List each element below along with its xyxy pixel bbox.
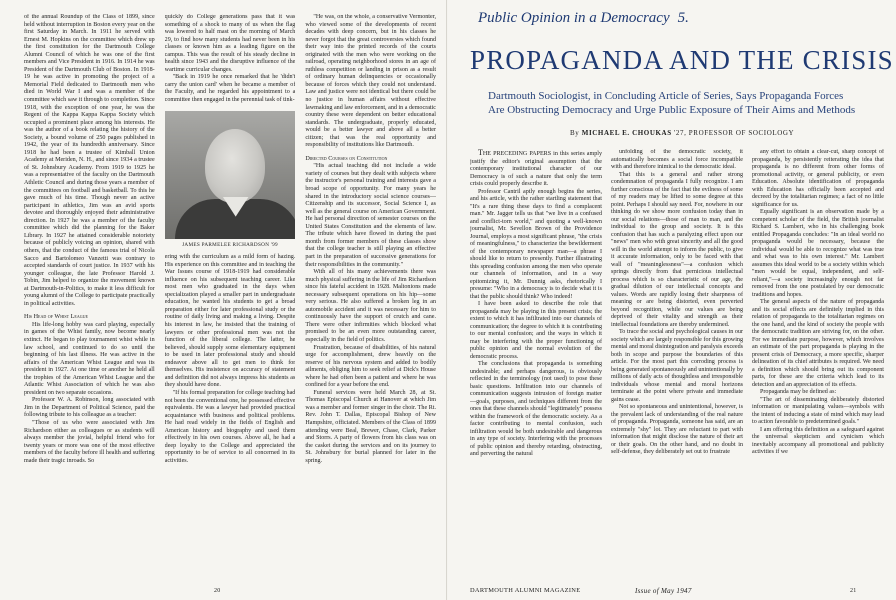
article-title: PROPAGANDA AND THE CRISIS [470,45,894,75]
byline [570,129,884,137]
paragraph: Funeral services were held March 28, at St. Thomas Episcopal Church at Hanover at which Jim was a member and former singer in the choir. The Rt. Rev. John T. Dallas, Episcopal Bishop of New Hampshire, officiated. Members of the Class of 1899 attending were Beal, Brewer, Chase, Clark, Parker and Storrs. A party of flowers from his class was on the casket during the services and on its journey to St. Johnsbury for burial planned for later in the spring. [305,389,437,464]
right-page [448,0,896,600]
series-number: 5. [677,10,689,26]
series-header [478,10,884,27]
series-title: Public Opinion in a Democracy [478,10,670,26]
paragraph: That this is a general and rather strong condemnation of propaganda I fully recognize. I am further conscious of the fact that the evilness of some of my readers may be lifted to some degree at this point. Perhaps I should say need. For, nowhere in our thinking do we show more confusion today than in our social relations—those of man to man, and the individual to the group and society. It is this confusion that has such a paralyzing effect upon our "news" men who with great sincerity and all the good will in the world attempt to inform the public, to give it accurate information, only to be faced with that wall of "meaninglessness"—a confusion which springs directly from that pernicious intellectual process which is so characteristic of our age, the gradual dilution of our intellectual concepts and values. Words are rapidly losing their sharpness of meaning or are being distorted, even perverted beyond recognition, while our values are being deprived of their vitality and strength as their intellectual foundations are thereby undermined. [611,171,743,328]
page-number: 20 [214,588,221,594]
paragraph: "The art of disseminating deliberately distorted information or manipulating values—symbols with the intent of inducing a state of mind which may lead to action favorable to predetermined goals." [752,396,884,425]
paragraph: Not so spontaneous and unintentional, however, is the prevalent lack of understanding of the real nature of propaganda. Propaganda, someone has said, are an extremely "shy" lot. They are reluctant to part with information that might disclose the nature of their art or their goals. On the other hand, and no doubt in self-defense, they deliberately set out to frustrate [611,404,743,455]
article-column-3 [752,149,884,559]
subheading: Directed Courses on Constitution [305,154,388,162]
paragraph: I have been asked to describe the role that propaganda may be playing in this present crisis; the extent to which it has infiltrated into our channels of communication; the degree to which it is contributing to our mental confusion; and the ways in which it may be interfering with the proper functioning of public opinion and the normal evolution of the democratic process. [470,301,602,360]
left-columns [24,14,436,586]
left-column-1 [24,14,155,586]
paragraph: quickly do College generations pass that it was something of a shock to many of us when the flag was lowered to half mast on the morning of March 29, to find how many students had never been in his classes or known him as a leading figure on the campus. This was the result of his steady decline in health since 1943 and the disruptive influence of the wartime curricular changes. [164,14,296,73]
article-column-1 [470,149,602,559]
left-column-2 [165,14,296,586]
paragraph: Frustration, because of disabilities, of his natural urge for accomplishment, drew heavily on the reserve of his nervous system and added to bodily ailments, obliging him to seek relief at Dick's House where he had often been a patient and where he was confined for a year before the end. [305,344,437,389]
portrait-photo [165,111,296,239]
paragraph: Equally significant is an observation made by a competent scholar of the field, the British journalist Richard S. Lambert, who in his challenging book entitled Propaganda concludes: "In an ideal world no propaganda would be necessary, because the individual would be able to recognize what was true and what was to his own interest." Mr. Lambert assumes this ideal world to be a society within which "men would be equal, independent, and self-reliant,"—a society increasingly enough not far removed from the one postulated by our democratic traditions and hopes. [752,209,884,298]
subheading: His Head of Whist League [24,313,88,321]
portrait-head [205,129,265,203]
left-column-3 [305,14,436,586]
paragraph: The general aspects of the nature of propaganda and its social effects are definitely implied in this relation of propaganda to the totalitarian regimes on the one hand, and the kind of society the people with the democratic tradition are striving for, on the other. For we immediate purpose, however, which involves an estimate of the part propaganda is playing in the present crisis of Democracy, a more specific, sharper delineation of its chief attributes is required. We need a definition which should bring out its component parts, for these are the criteria which lead to its detection and an appreciation of its effects. [752,299,884,388]
paragraph: "He was, on the whole, a conservative Vermonter, who viewed some of the developments of recent decades with deep concern, but in his classes he never forgot that the great controversies which found their way into the printed records of the courts originated with the men who were working on the railroad, operating neighborhood stores in an age of ruthless competition or landing in prison as a result of ordinary human delinquencies or occasionally because of forces which they could not understand. Law and justice were not identical but there could be no justice in human affairs without effective lawmaking and law enforcement, and in a democratic country these were dependent on better educational standards. The undergraduate, properly educated, would be a better lawyer and above all a better citizen; that was the real opportunity and responsibility of institutions like Dartmouth. [305,14,437,149]
paragraph: Professor W. A. Robinson, long associated with Jim in the Department of Political Science, paid the following tribute to his colleague as a teacher: [24,397,155,419]
paragraph: "Back in 1919 he once remarked that he 'didn't carry the union card' when he became a member of the Faculty, and he regarded his appointment to a committee then engaged in the perennial task of tink- [164,74,296,104]
photo-caption: JAMES PARMELEE RICHARDSON '99 [182,241,278,248]
footer-issue: Issue of May 1947 [635,587,692,595]
paragraph: The conclusions that propaganda is something undesirable; and perhaps dangerous, is obviously reflected in the terminology (not used) to pose these basic questions. Infiltration into our channels of communication suggests intrusion of foreign matter—goals, purposes, and techniques different from the ones that these channels should "legitimately" possess within the framework of the democratic society. As a factor contributing to mental confusion, such infiltration would be both undesirable and dangerous in any type of society. Interfering with the processes of public opinion and thereby retarding, obstructing, and perverting the natural [470,361,602,457]
author-name: MICHAEL E. CHOUKAS [581,129,672,137]
article-deck: Dartmouth Sociologist, in Concluding Article of Series, Says Propaganda Forces Are Obstructing Democracy and Urge Public Exposure of Their Aims and Methods [488,90,856,116]
paragraph: any effort to obtain a clear-cut, sharp concept of propaganda, by persistently reiterating the idea that propaganda is no different from other forms of promotional activity, or general publicity, or even Education. Absolute identification of propaganda with Education has officially been accepted and decreed by the totalitarian regimes; a fact of no little significance for us. [752,149,884,208]
byline-prefix: By [570,129,580,137]
paragraph: THE PRECEDING PAPERS in this series amply justify the editor's original assumption that the contemporary institutional character of our Democracy is of such a nature that only the term crisis could properly describe it. [470,149,602,187]
footer-magazine-name: DARTMOUTH ALUMNI MAGAZINE [470,587,581,594]
paragraph: "His actual teaching did not include a wide variety of courses but they dealt with subjects where the instructor's personal training and interests gave a broad scope of opportunity. For many years he shared in the introductory social science courses—Citizenship and its successor, Social Science I, as well as the general course on American Government. He had personal direction of semester courses on the United States Constitution and the elements of law. The tribute which have flowed in during the past month from former members of these classes show that the college teacher is still playing an effective part in the preparation of successive generations for their responsibilities in the community." [305,163,437,268]
paragraph: Professor Cantril aptly enough begins the series, and his article, with the rather startling statement that "It's a rare thing these days to find a complacent man." Mr. Jagger tells us that "we live in a confused and conflict-torn world," and quoting a well-known journalist, Mr. Sevellon Brown of the Providence Journal, employs a most significant phrase, "the crisis of meaningfulness," to characterize the bewilderment of the contemporary newspaper man—a phrase I should like to return to presently. Further illustrating this spreading confusion among the men who operate our channels of information, and in a way epitomizing it, Mr. Dunnig asks, rhetorically I presume: "Who in a democracy is to decide what it is that the public should think? Who indeed! [470,188,602,300]
paragraph: "Those of us who were associated with Jim Richardson either as colleagues or as students will always member the jovial, helpful friend who for twenty years or more was one of the most effective members of the faculty before ill health and suffering made their tragic inroads. So [24,419,155,464]
page-number: 21 [850,588,857,594]
paragraph: Propaganda may be defined as: [760,389,837,395]
author-title: '27, PROFESSOR OF SOCIOLOGY [674,129,795,137]
paragraph: With all of his many achievements there was much physical suffering in the life of Jim Richardson since his fateful accident in 1928. Maltonions made necessary subsequent operations on his hip—some very serious. He also suffered a broken leg in an automobile accident and it was necessary for him to continuously have the support of crutch and cane. There were other infirmities which blocked what promised to be an even more outstanding career, especially in the field of politics. [305,269,437,343]
paragraph: I am offering this definition as a safeguard against the universal skepticism and cynicism which inevitably accompany all promotional and publicity activities if we [752,426,884,455]
paragraph: unfolding of the democratic society, it automatically becomes a social force incompatible with and therefore inimical to the democratic ideal. [611,149,743,170]
article-columns [470,149,884,559]
paragraph: ering with the curriculum as a mild form of hazing. His experience on this committee and in teaching the War Issues course of 1918-1919 had considerable influence on his subsequent teaching career. Like most men who graduated in the days when specialization played a smaller part in undergraduate education, he wanted his students to get a broad preparation either for later professional study or the routine of daily living and making a living. Despite his interest in law, he insisted that the training of lawyers or other professional men was not the function of the liberal college. The latter, he believed, should supply some elementary equipment to be used in later professional study and should endeavor above all to get men to think for themselves. His insistence on accuracy of statement and definition did not always impress his students as they should have done. [164,254,296,389]
paragraph: His life-long hobby was card playing, especially in games of the Whist family, now become nearly extinct. He began to play tournament whist while in law school, and continued to do so until the beginning of his last illness. He was active in the affairs of the American Whist League and was its president in 1927. At one time or another he held all the trophies of the American Whist League and the Atlantic Whist Association of which he was also president on two separate occasions. [24,321,155,396]
left-page [0,0,447,600]
paragraph: To trace the social and psychological causes in our society which are largely responsible for this growing mental and moral disintegration and paralysis exceeds both in scope and purpose the boundaries of this article. For the most part this corroding process is being generated spontaneously and unintentionally by millions of daily acts of thoughtless and irresponsible individuals whose mental and moral horizons terminate at the point where private and immediate gains cease. [611,329,743,403]
paragraph: "If his formal preparation for college teaching had not been the conventional one, he possessed effective equivalents. He was a lawyer had provided practical acquaintance with business and political problems. He had read widely in the fields of English and American history and biography and used them effectively in his own courses. Above all, he had a deep loyalty to the College and appreciated the opportunity to be of service to all concerned in its activities. [164,389,296,464]
article-column-2 [611,149,743,559]
paragraph: of the annual Roundup of the Class of 1899, since held without interruption in Boston every year on the first Saturday in March. In 1911 he served with Ernest M. Hopkins on the committee which drew up the first constitution for the Dartmouth College Alumni Council of which he was one of the first members and Vice President in 1916. In 1914 he was President of the Dartmouth Club of Boston. In 1918-19 he was active in promoting the project of a Memorial Field dedicated to Dartmouth men who died in World War I and was a member of the committee which saw it through to completion. Since 1918, with the exception of one year, he was the Regent of the Kappa Kappa Kappa Society which occupied a prominent place among his interests. He was the author of a book relating the history of the Society, a bound volume of 250 pages published in 1942, the year of its hundredth anniversary. Since 1918 he had been a trustee of Kimball Union Academy at Meriden, N. H., and since 1934 a trustee of St. Johnsbury Academy. From 1919 to 1925 he was a representative of the faculty on the Dartmouth Athletic Council and during those years a member of the committees on football and basketball. To this he gave much of his time. Though never an active participant in athletics, Jim was an avid sports devotee and thoroughly enjoyed their administrative direction. In 1927 he was a member of the faculty committee which did the planning for the Baker Library. In 1927 he attained considerable notoriety because of publicly voicing an opinion, shared with others, that the conduct of the famous trial of Nicola Sacco and Bartolomeo Vanzetti was contrary to accepted standards of court justice. In 1937 with his younger colleague, the late Professor Harold J. Tobin, Jim helped to organize the movement known at Dartmouth-in-Politics, to make it less difficult for young alumni of the College to participate practically in political activities. [24,14,155,307]
